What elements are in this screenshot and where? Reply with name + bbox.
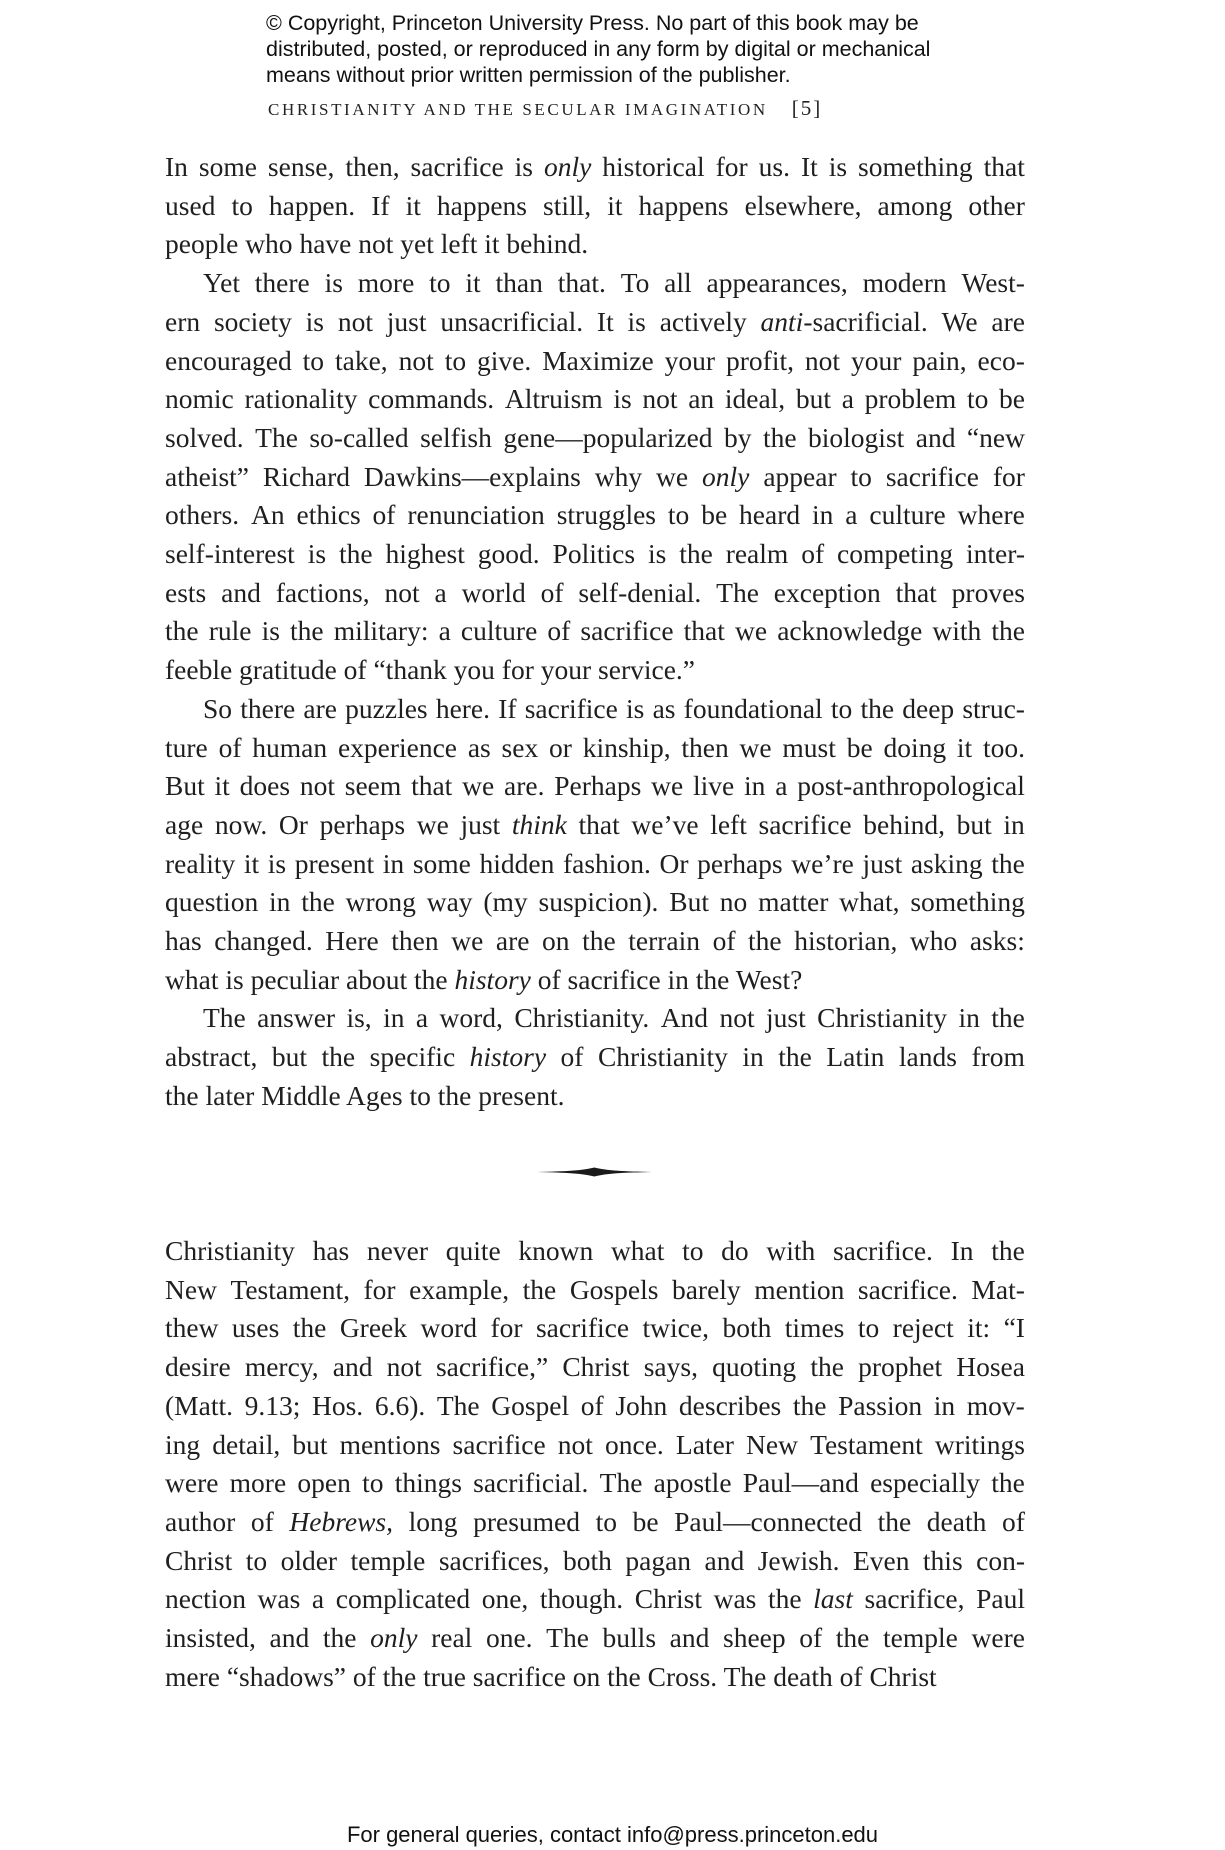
copyright-line: means without prior written permission of the publisher. (266, 63, 791, 87)
text-line: used to happen. If it happens still, it happens elsewhere, among other (165, 189, 1025, 221)
paragraph (165, 690, 1025, 1000)
text-line: ests and factions, not a world of self-denial. The exception that proves (165, 576, 1025, 608)
text-line: desire mercy, and not sacrifice,” Christ says, quoting the prophet Hosea (165, 1351, 1025, 1383)
text-line: question in the wrong way (my suspicion). But no matter what, something (165, 886, 1025, 918)
text-line: In some sense, then, sacrifice is only historical for us. It is something that (165, 151, 1025, 182)
paragraph (165, 148, 1025, 264)
copyright-line: © Copyright, Princeton University Press. No part of this book may be (266, 11, 919, 35)
text-line: So there are puzzles here. If sacrifice is as foundational to the deep struc- (203, 692, 1025, 724)
page-number: [5] (791, 96, 823, 120)
text-line: ing detail, but mentions sacrifice not once. Later New Testament writings (165, 1428, 1025, 1460)
text-line: self-interest is the highest good. Politics is the realm of competing inter- (165, 538, 1025, 570)
copyright-line: distributed, posted, or reproduced in any form by digital or mechanical (266, 37, 931, 61)
section-break-ornament-icon (537, 1165, 652, 1179)
text-line: nection was a complicated one, though. Christ was the last sacrifice, Paul (165, 1583, 1025, 1615)
text-line: thew uses the Greek word for sacrifice twice, both times to reject it: “I (165, 1312, 1025, 1344)
text-line: (Matt. 9.13; Hos. 6.6). The Gospel of John describes the Passion in mov- (165, 1389, 1025, 1421)
text-line: others. An ethics of renunciation struggles to be heard in a culture where (165, 499, 1025, 531)
text-line: age now. Or perhaps we just think that we’ve left sacrifice behind, but in (165, 808, 1025, 840)
text-line: The answer is, in a word, Christianity. And not just Christianity in the (203, 1002, 1025, 1034)
body-text-section-2 (165, 1232, 1025, 1696)
text-line: ture of human experience as sex or kinship, then we must be doing it too. (165, 731, 1025, 763)
text-line: the rule is the military: a culture of sacrifice that we acknowledge with the (165, 615, 1025, 647)
text-line: feeble gratitude of “thank you for your service.” (165, 654, 695, 686)
text-line: atheist” Richard Dawkins—explains why we only appear to sacrifice for (165, 460, 1025, 492)
text-line: mere “shadows” of the true sacrifice on the Cross. The death of Christ (165, 1660, 937, 1692)
running-title: CHRISTIANITY AND THE SECULAR IMAGINATION (268, 100, 768, 119)
copyright-notice (266, 10, 986, 88)
text-line: nomic rationality commands. Altruism is not an ideal, but a problem to be (165, 383, 1025, 415)
text-line: insisted, and the only real one. The bulls and sheep of the temple were (165, 1622, 1025, 1654)
text-line: has changed. Here then we are on the terrain of the historian, who asks: (165, 925, 1025, 957)
text-line: New Testament, for example, the Gospels barely mention sacrifice. Mat- (165, 1273, 1025, 1305)
text-line: people who have not yet left it behind. (165, 228, 589, 260)
text-line: author of Hebrews, long presumed to be Paul—connected the death of (165, 1505, 1025, 1537)
text-line: But it does not seem that we are. Perhaps we live in a post-anthropological (165, 770, 1025, 802)
text-line: reality it is present in some hidden fashion. Or perhaps we’re just asking the (165, 847, 1025, 879)
running-head (268, 96, 968, 121)
paragraph (165, 1232, 1025, 1696)
paragraph (165, 264, 1025, 690)
text-line: ern society is not just unsacrificial. It is actively anti-sacrificial. We are (165, 305, 1025, 337)
body-text-section-1 (165, 148, 1025, 1116)
text-line: solved. The so-called selfish gene—popularized by the biologist and “new (165, 421, 1025, 453)
text-line: encouraged to take, not to give. Maximize your profit, not your pain, eco- (165, 344, 1025, 376)
text-line: Christianity has never quite known what to do with sacrifice. In the (165, 1235, 1025, 1266)
footer-contact: For general queries, contact info@press.princeton.edu (346, 1822, 879, 1847)
text-line: Yet there is more to it than that. To all appearances, modern West- (203, 267, 1025, 299)
paragraph (165, 999, 1025, 1115)
text-line: abstract, but the specific history of Christianity in the Latin lands from (165, 1041, 1025, 1073)
text-line: the later Middle Ages to the present. (165, 1079, 565, 1111)
text-line: were more open to things sacrificial. The apostle Paul—and especially the (165, 1467, 1025, 1499)
text-line: Christ to older temple sacrifices, both pagan and Jewish. Even this con- (165, 1544, 1025, 1576)
text-line: what is peculiar about the history of sacrifice in the West? (165, 963, 803, 995)
